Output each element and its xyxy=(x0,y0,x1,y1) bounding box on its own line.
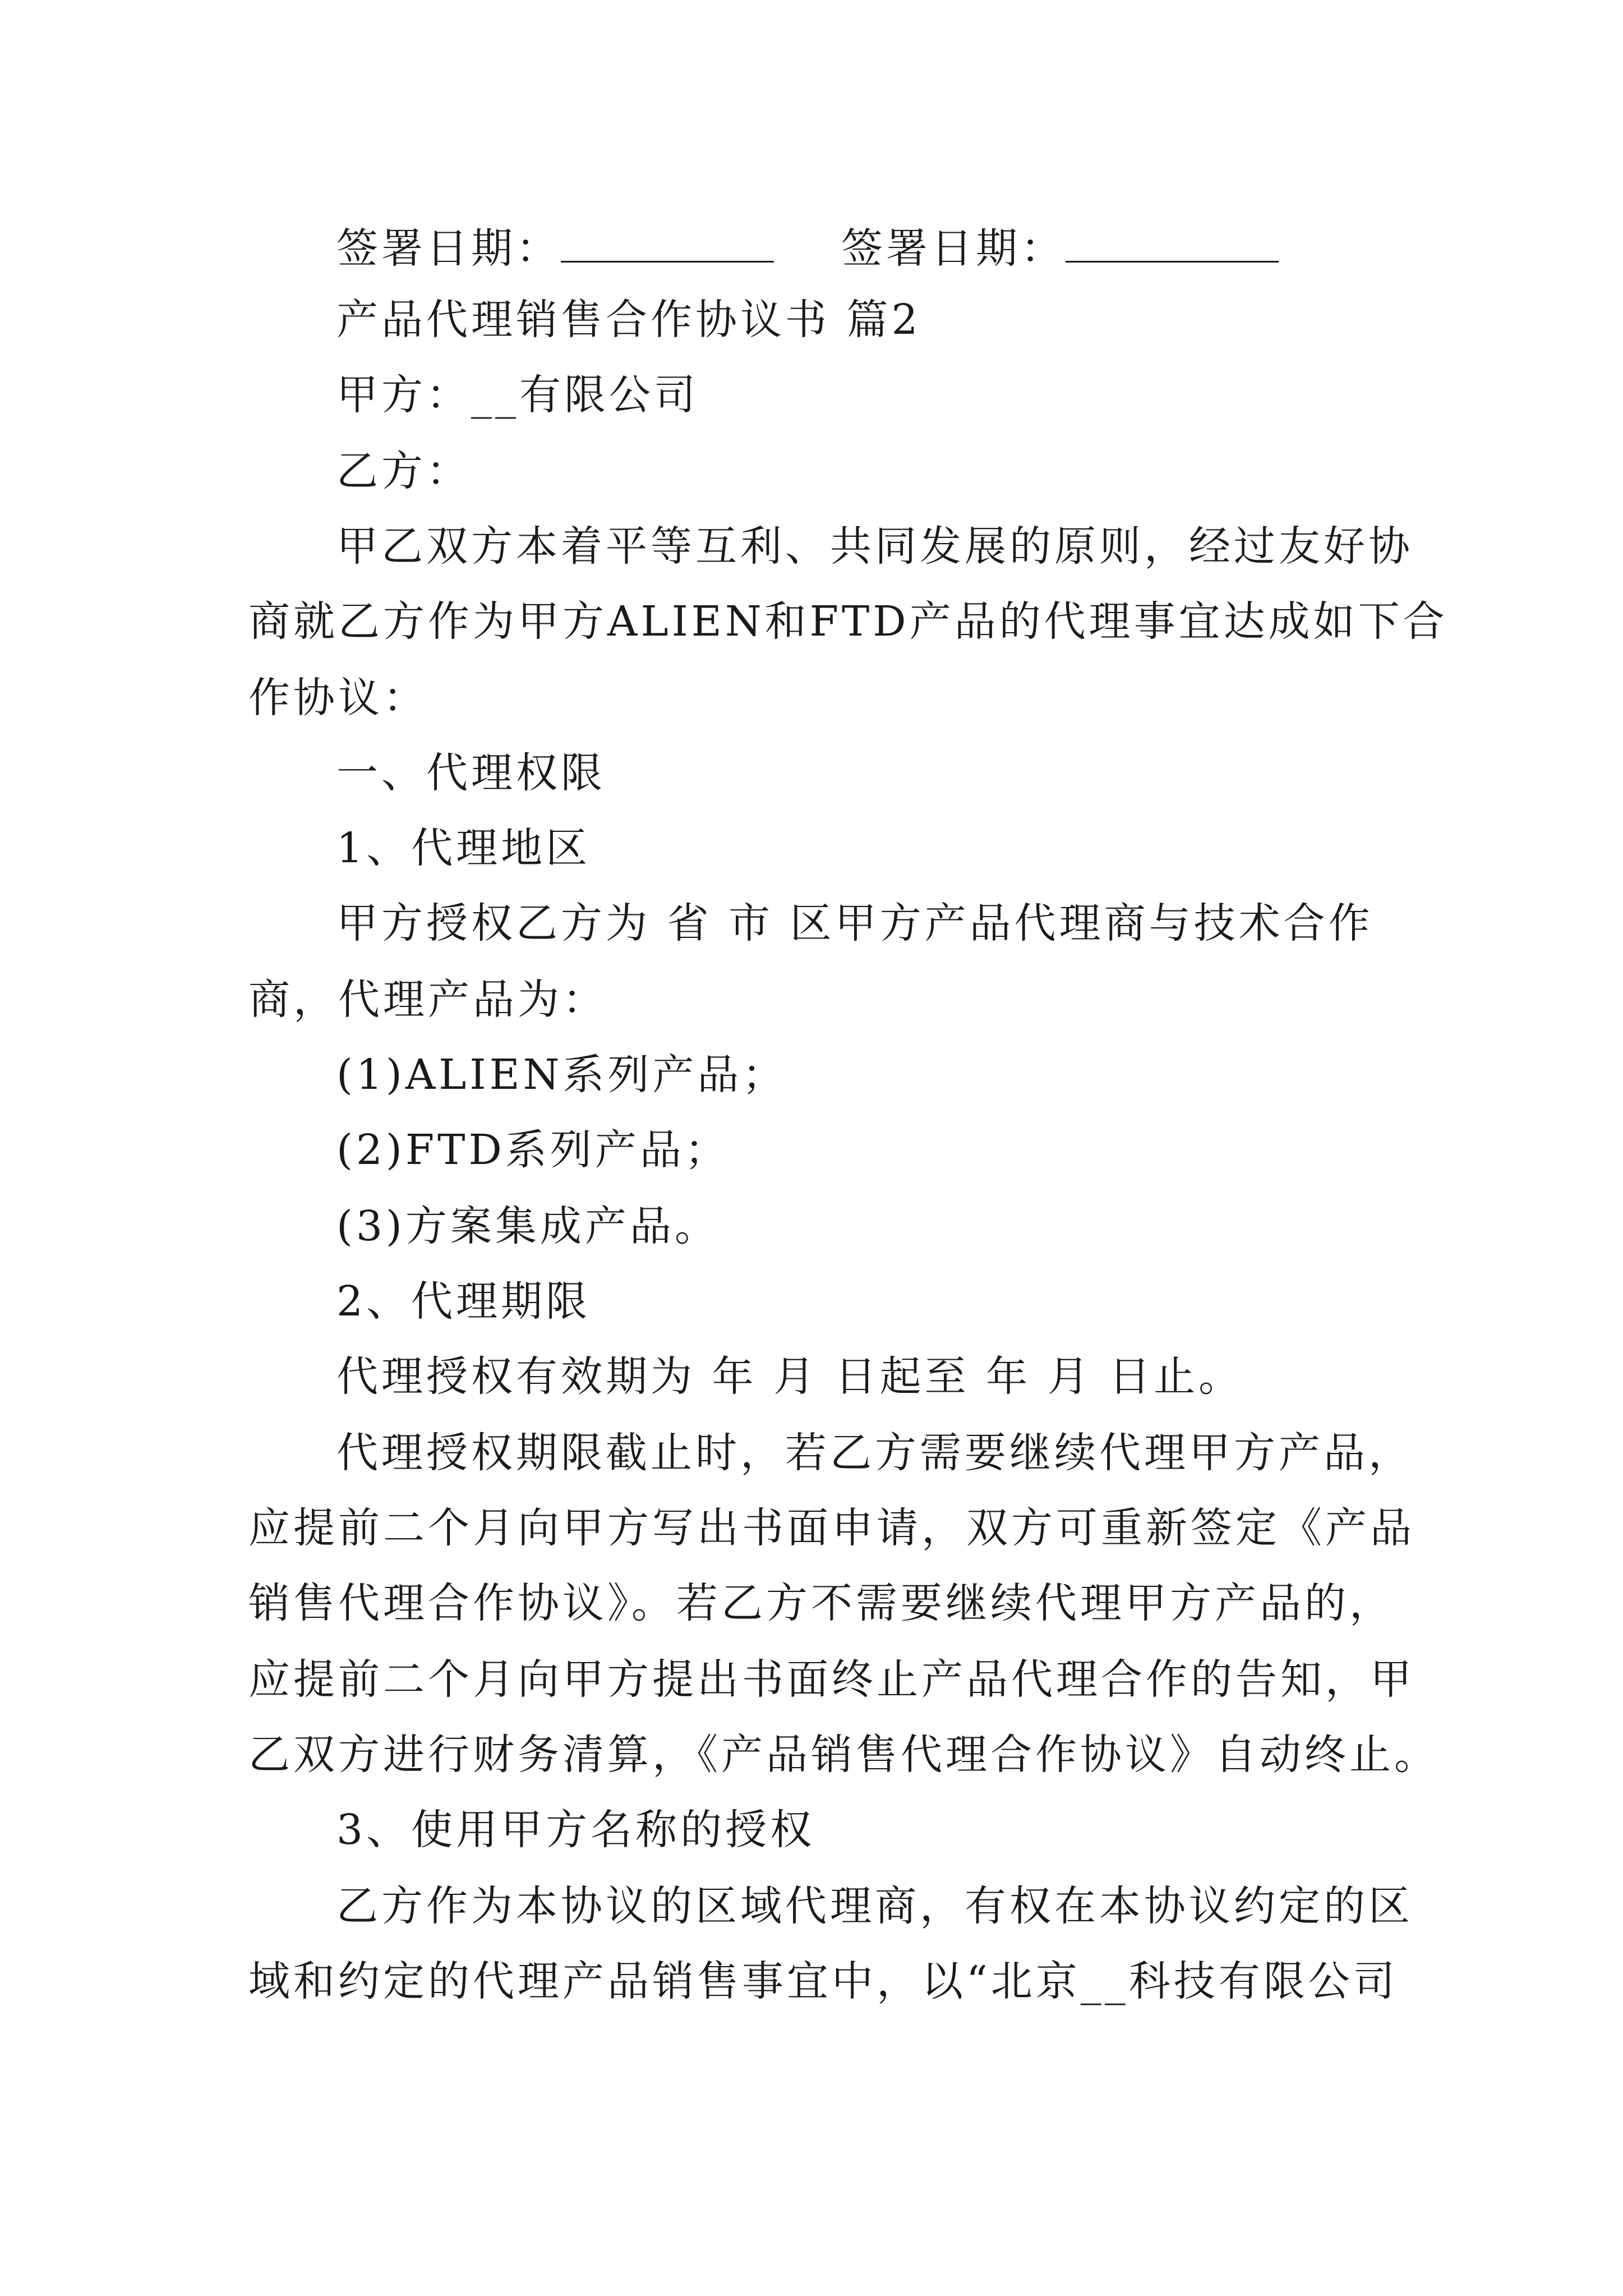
paragraph-line: 商，代理产品为： xyxy=(248,976,607,1024)
signature-date-blank xyxy=(561,222,774,263)
list-item: (3)方案集成产品。 xyxy=(336,1202,720,1250)
paragraph-line: 域和约定的代理产品销售事宜中，以“北京__科技有限公司 xyxy=(248,1957,1398,2005)
signature-date-right xyxy=(841,222,1279,273)
signature-date-blank xyxy=(1066,222,1279,263)
signature-date-left xyxy=(336,222,774,273)
clause-subheading: 2、代理期限 xyxy=(336,1277,591,1326)
party-b-line: 乙方： xyxy=(336,447,471,495)
paragraph-line: 应提前二个月向甲方提出书面终止产品代理合作的告知，甲 xyxy=(248,1655,1415,1704)
paragraph-line: 乙双方进行财务清算，《产品销售代理合作协议》自动终止。 xyxy=(248,1731,1439,1779)
clause-subheading: 1、代理地区 xyxy=(336,824,591,872)
list-item: (2)FTD系列产品； xyxy=(336,1126,730,1174)
paragraph-line: 甲方授权乙方为 省 市 区甲方产品代理商与技术合作 xyxy=(336,899,1373,947)
paragraph-line: 商就乙方作为甲方ALIEN和FTD产品的代理事宜达成如下合 xyxy=(248,597,1448,646)
clause-heading: 一、代理权限 xyxy=(336,749,606,797)
paragraph-line: 作协议： xyxy=(248,674,428,722)
paragraph-line: 甲乙双方本着平等互利、共同发展的原则，经过友好协 xyxy=(336,522,1413,570)
signature-date-row xyxy=(336,222,1279,273)
signature-date-label: 签署日期： xyxy=(841,224,1066,273)
paragraph-line: 乙方作为本协议的区域代理商，有权在本协议约定的区 xyxy=(336,1882,1413,1930)
paragraph-line: 代理授权有效期为 年 月 日起至 年 月 日止。 xyxy=(336,1352,1244,1401)
paragraph-line: 应提前二个月向甲方写出书面申请，双方可重新签定《产品 xyxy=(248,1504,1415,1552)
party-a-line: 甲方：__有限公司 xyxy=(336,371,699,419)
section-heading: 产品代理销售合作协议书 篇2 xyxy=(336,296,921,344)
paragraph-line: 代理授权期限截止时，若乙方需要继续代理甲方产品， xyxy=(336,1429,1413,1477)
signature-date-label: 签署日期： xyxy=(336,224,561,273)
clause-subheading: 3、使用甲方名称的授权 xyxy=(336,1806,815,1854)
paragraph-line: 销售代理合作协议》。若乙方不需要继续代理甲方产品的， xyxy=(248,1579,1394,1627)
list-item: (1)ALIEN系列产品； xyxy=(336,1051,787,1099)
